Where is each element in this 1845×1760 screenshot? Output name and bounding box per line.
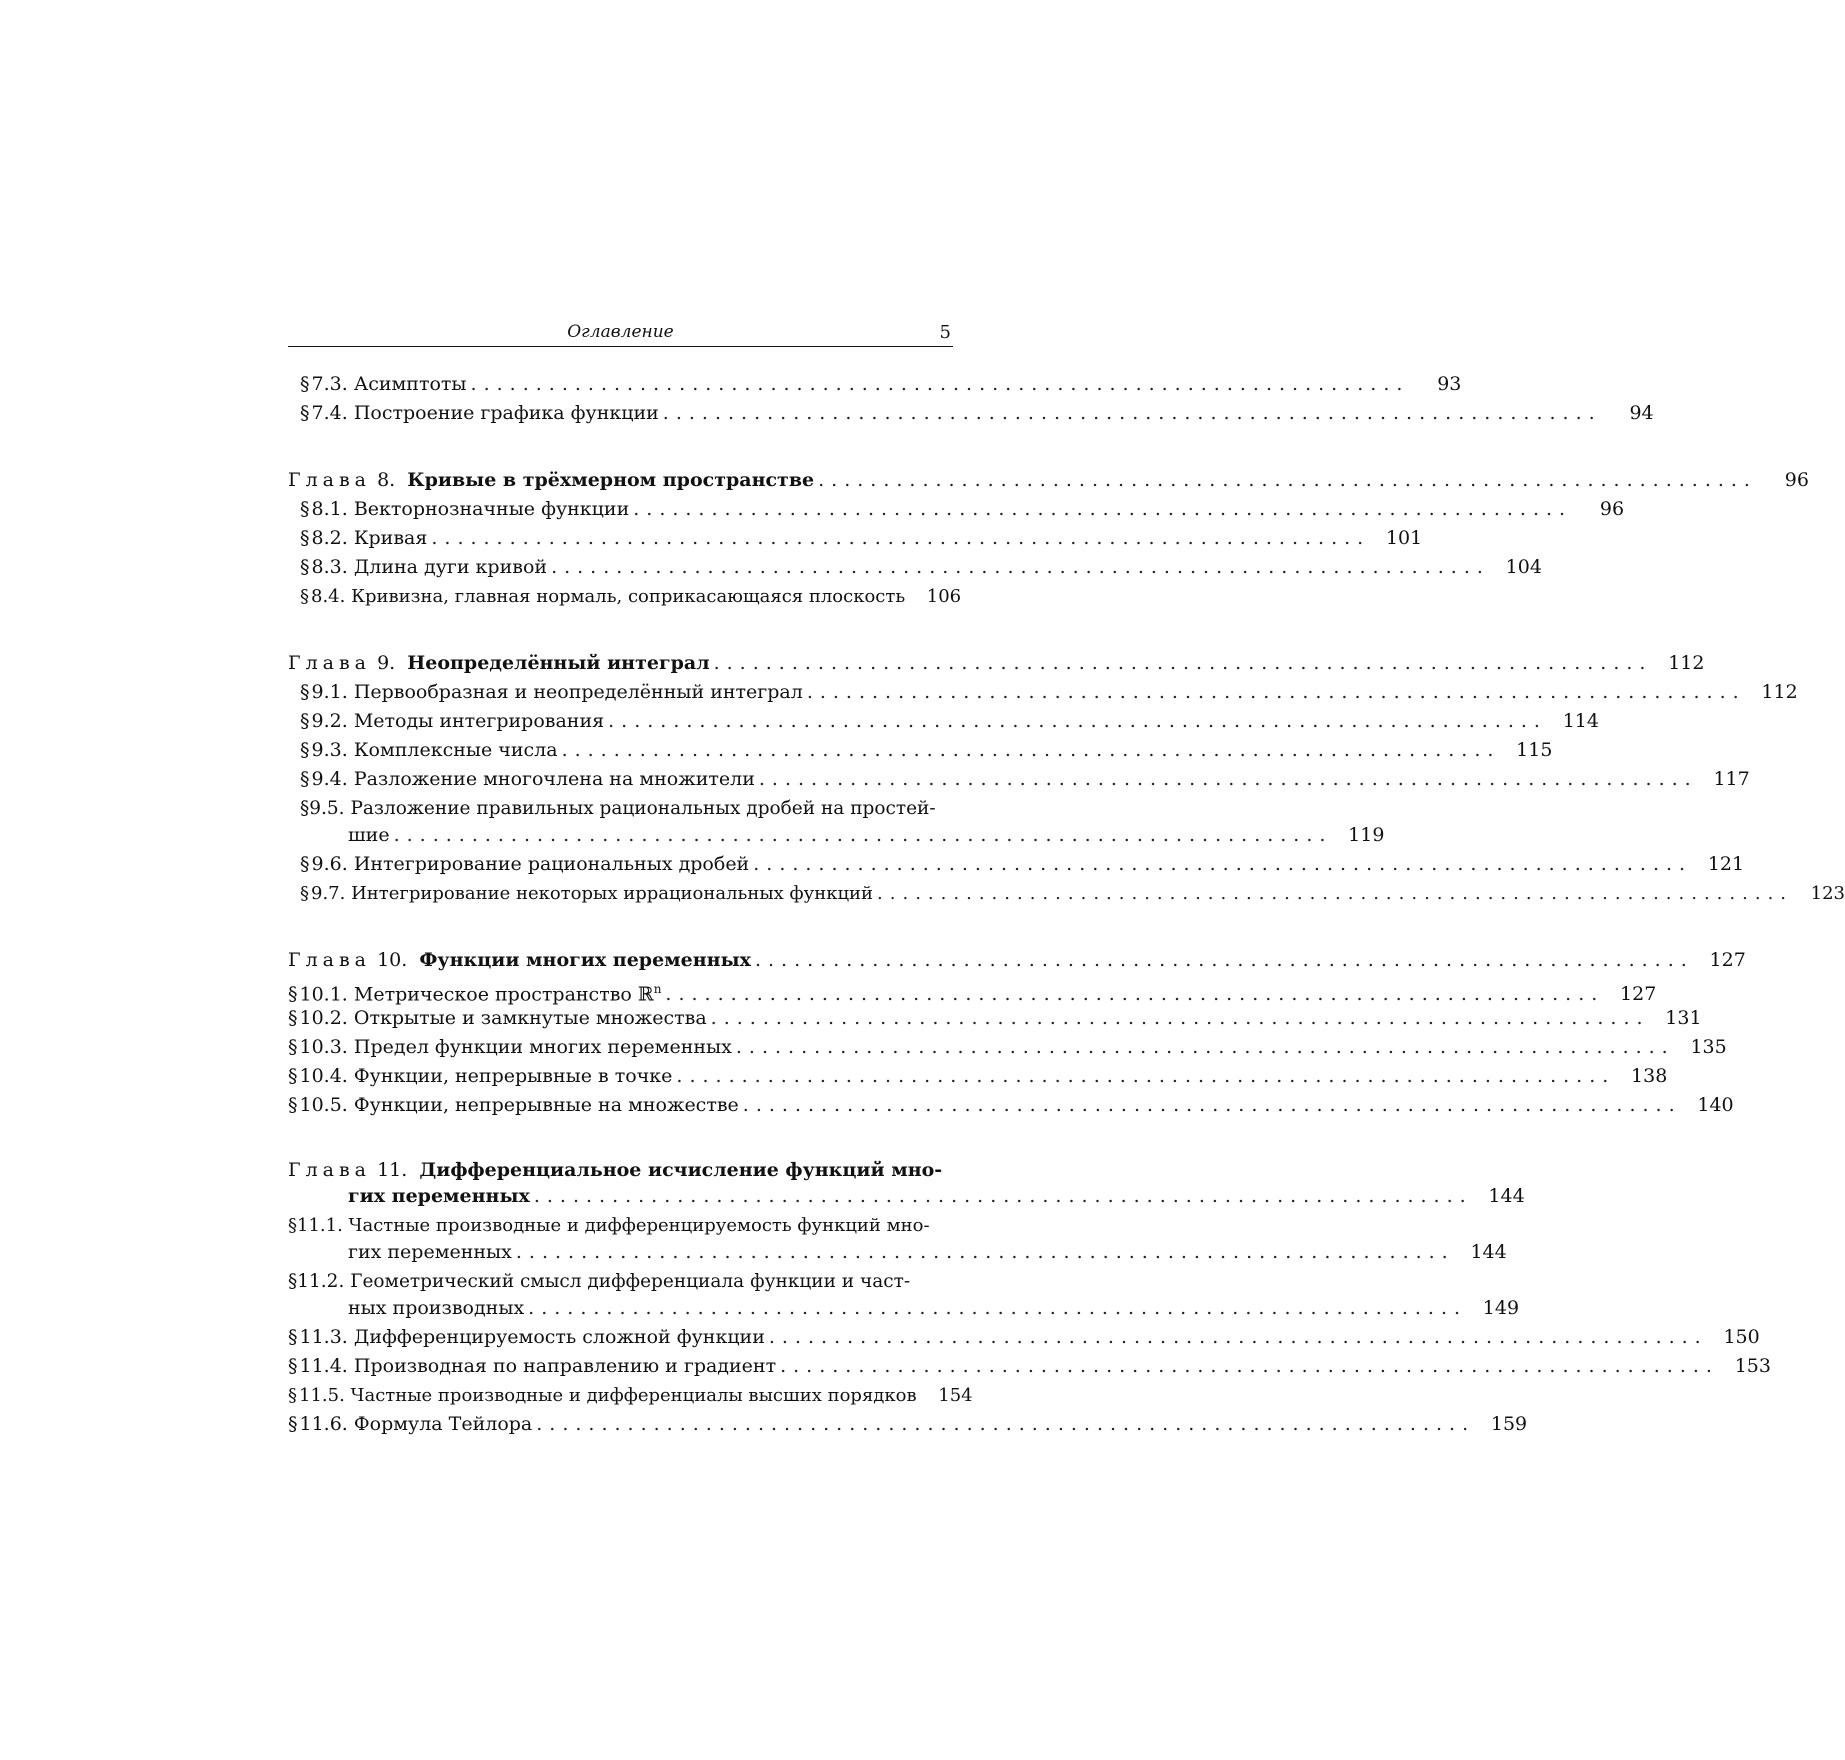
- dot-leader: ........................................................................: [431, 527, 1371, 549]
- section-title: Интегрирование некоторых иррациональных функций: [351, 883, 874, 904]
- page-number: 104: [1505, 556, 1542, 578]
- header-page-number: 5: [939, 322, 951, 343]
- dot-leader: ........................................................................: [742, 1094, 1682, 1116]
- dot-leader: ........................................................................: [608, 710, 1547, 732]
- toc-entry-10-1[interactable]: § 10.1. Метрическое пространство ℝ$^n$ ........................................................................ 127: [288, 975, 953, 1004]
- dot-leader: ........................................................................: [754, 949, 1694, 971]
- dot-leader: ........................................................................: [561, 739, 1501, 761]
- section-number: 10.1.: [299, 983, 348, 1006]
- section-title: Открытые и замкнутые множества: [353, 1007, 707, 1029]
- page-number: 93: [1437, 373, 1462, 395]
- section-number: 7.3.: [311, 373, 348, 395]
- section-number: 10.4.: [299, 1065, 348, 1087]
- dot-leader: ........................................................................: [551, 556, 1490, 578]
- section-title: Кривизна, главная нормаль, соприкасающаяся плоскость: [351, 586, 906, 607]
- toc-entry-9-6[interactable]: § 9.6. Интегрирование рациональных дробей ........................................................................ 121: [288, 850, 953, 879]
- section-number: 9.6.: [311, 853, 348, 875]
- section-title: Функции, непрерывные на множестве: [353, 1094, 739, 1116]
- toc-entry-9-7[interactable]: § 9.7. Интегрирование некоторых иррациональных функций ........................................................................ 123: [288, 879, 953, 908]
- section-title: Интегрирование рациональных дробей: [353, 853, 750, 875]
- section-title: Формула Тейлора: [353, 1413, 533, 1435]
- section-title: Предел функции многих переменных: [353, 1036, 732, 1058]
- superscript-n: n: [653, 982, 662, 996]
- chapter-title: Кривые в трёхмерном пространстве: [407, 469, 815, 491]
- page-number: 150: [1723, 1326, 1760, 1348]
- section-title: Комплексные числа: [353, 739, 558, 761]
- chapter-title: Функции многих переменных: [419, 949, 751, 971]
- section-number: 10.5.: [299, 1094, 348, 1116]
- section-number: 9.3.: [311, 739, 348, 761]
- dot-leader: ........................................................................: [758, 768, 1698, 790]
- page-number: 96: [1784, 469, 1809, 491]
- section-number: 9.7.: [311, 883, 346, 904]
- section-number: 9.2.: [311, 710, 348, 732]
- section-title: Кривая: [353, 527, 428, 549]
- page-number: 144: [1470, 1241, 1507, 1263]
- section-title: Методы интегрирования: [353, 710, 605, 732]
- section-number: 10.2.: [299, 1007, 348, 1029]
- toc-entry-11-1[interactable]: §11.1. Частные производные и дифференцируемость функций мно- гих переменных ........................................................................ 144: [288, 1214, 953, 1267]
- page-number: 94: [1629, 402, 1654, 424]
- page-number: 159: [1490, 1413, 1528, 1435]
- page-number: 121: [1707, 853, 1745, 875]
- page-number: 123: [1810, 883, 1845, 904]
- page-number: 138: [1631, 1065, 1668, 1087]
- dot-leader: ........................................................................: [676, 1065, 1616, 1087]
- dot-leader: ........................................................................: [633, 498, 1573, 520]
- page-number: 117: [1713, 768, 1750, 790]
- section-number: 9.4.: [311, 768, 348, 790]
- dot-leader: ........................................................................: [768, 1326, 1708, 1348]
- dot-leader: ........................................................................: [393, 824, 1333, 846]
- chapter-word: Глава: [288, 949, 372, 971]
- page-number: 96: [1599, 498, 1625, 520]
- toc-chapter-10[interactable]: [288, 946, 1746, 975]
- toc-entry-10-5[interactable]: § 10.5. Функции, непрерывные на множестве ........................................................................ 140: [288, 1091, 953, 1120]
- section-title-line1: Разложение правильных рациональных дробей на простей-: [350, 798, 936, 819]
- dot-leader: ........................................................................: [533, 1185, 1473, 1207]
- page-number: 114: [1562, 710, 1599, 732]
- page-number: 154: [938, 1385, 973, 1406]
- section-title: Асимптоты: [353, 373, 467, 395]
- toc-entry-8-3[interactable]: § 8.3. Длина дуги кривой ........................................................................ 104: [288, 553, 953, 582]
- dot-leader: ........................................................................: [780, 1355, 1719, 1377]
- chapter-word: Глава: [288, 469, 372, 491]
- section-number: 8.4.: [311, 586, 346, 607]
- toc-entry-11-5[interactable]: § 11.5. Частные производные и дифференциалы высших порядков 154: [288, 1381, 953, 1410]
- section-number: 8.3.: [311, 556, 348, 578]
- toc-entry-10-3[interactable]: § 10.3. Предел функции многих переменных ........................................................................ 135: [288, 1033, 953, 1062]
- toc-entry-7-4[interactable]: [288, 399, 1654, 428]
- section-title: Построение графика функции: [353, 402, 659, 424]
- dot-leader: ........................................................................: [753, 853, 1693, 875]
- page-number: 112: [1668, 652, 1705, 674]
- dot-leader: ........................................................................: [470, 373, 1410, 395]
- section-title: Векторнозначные функции: [353, 498, 630, 520]
- section-sign: §: [300, 373, 310, 395]
- section-title: Длина дуги кривой: [353, 556, 548, 578]
- section-number: 8.2.: [311, 527, 348, 549]
- page-number: 127: [1709, 949, 1746, 971]
- dot-leader: ........................................................................: [528, 1297, 1468, 1319]
- section-number: 7.4.: [311, 402, 348, 424]
- dot-leader: ........................................................................: [710, 1007, 1650, 1029]
- section-number: 11.4.: [299, 1355, 348, 1377]
- dot-leader: ........................................................................: [665, 983, 1605, 1006]
- toc-entry-8-4[interactable]: § 8.4. Кривизна, главная нормаль, соприкасающаяся плоскость 106: [288, 582, 953, 611]
- section-title: Метрическое пространство ℝ: [353, 983, 654, 1006]
- toc-entry-10-2[interactable]: § 10.2. Открытые и замкнутые множества ........................................................................ 131: [288, 1004, 953, 1033]
- toc-chapter-8[interactable]: [288, 466, 1809, 495]
- running-header: [288, 322, 953, 347]
- table-of-contents: [288, 370, 1845, 1439]
- toc-entry-9-2[interactable]: § 9.2. Методы интегрирования ........................................................................ 114: [288, 707, 953, 736]
- page-number: 106: [926, 586, 962, 607]
- section-number: 9.5.: [309, 798, 345, 819]
- dot-leader: ........................................................................: [713, 652, 1653, 674]
- page-number: 127: [1620, 983, 1657, 1006]
- dot-leader: ........................................................................: [735, 1036, 1675, 1058]
- chapter-title-line1: Дифференциальное исчисление функций мно-: [419, 1159, 943, 1181]
- page-number: 119: [1348, 824, 1385, 846]
- section-title-line2: ных производных: [348, 1297, 525, 1319]
- header-title: Оглавление: [567, 322, 674, 342]
- page-number: 112: [1761, 681, 1798, 703]
- toc-entry-8-2[interactable]: § 8.2. Кривая ........................................................................ 101: [288, 524, 953, 553]
- section-title: Функции, непрерывные в точке: [353, 1065, 673, 1087]
- chapter-word: Глава: [288, 1159, 372, 1181]
- section-title: Разложение многочлена на множители: [353, 768, 755, 790]
- page-number: 140: [1697, 1094, 1734, 1116]
- dot-leader: ........................................................................: [536, 1413, 1476, 1435]
- section-number: 9.1.: [311, 681, 348, 703]
- dot-leader: ........................................................................: [515, 1241, 1455, 1263]
- toc-entry-11-3[interactable]: § 11.3. Дифференцируемость сложной функции ........................................................................ 150: [288, 1323, 953, 1352]
- section-number: 11.1.: [297, 1215, 343, 1236]
- page-number: 144: [1488, 1185, 1525, 1207]
- toc-entry-7-3[interactable]: [288, 370, 1462, 399]
- section-number: 11.2.: [297, 1271, 345, 1292]
- dot-leader: ........................................................................: [818, 469, 1757, 491]
- section-sign: §: [300, 402, 310, 424]
- page-number: 131: [1665, 1007, 1702, 1029]
- chapter-word: Глава: [288, 652, 372, 674]
- section-number: 11.5.: [299, 1385, 345, 1406]
- toc-entry-10-4[interactable]: § 10.4. Функции, непрерывные в точке ........................................................................ 138: [288, 1062, 953, 1091]
- toc-entry-11-4[interactable]: § 11.4. Производная по направлению и градиент ........................................................................ 153: [288, 1352, 953, 1381]
- toc-entry-8-1[interactable]: § 8.1. Векторнозначные функции ........................................................................ 96: [288, 495, 953, 524]
- section-title: Производная по направлению и градиент: [353, 1355, 777, 1377]
- chapter-number: 9.: [377, 652, 396, 674]
- dot-leader: ........................................................................: [662, 402, 1602, 424]
- page-number: 115: [1516, 739, 1553, 761]
- dot-leader: ........................................................................: [877, 883, 1794, 904]
- section-title-line1: Геометрический смысл дифференциала функции и част-: [350, 1271, 911, 1292]
- section-title: Частные производные и дифференциалы высших порядков: [350, 1385, 917, 1406]
- toc-entry-9-1[interactable]: § 9.1. Первообразная и неопределённый интеграл ........................................................................ 112: [288, 678, 953, 707]
- section-title-line2: шие: [348, 824, 390, 846]
- section-number: 8.1.: [311, 498, 348, 520]
- dot-leader: ........................................................................: [806, 681, 1746, 703]
- chapter-title-line2: гих переменных: [348, 1185, 530, 1207]
- page-number: 149: [1482, 1297, 1520, 1319]
- section-title: Дифференцируемость сложной функции: [353, 1326, 765, 1348]
- toc-entry-9-3[interactable]: § 9.3. Комплексные числа ........................................................................ 115: [288, 736, 953, 765]
- page-number: 153: [1734, 1355, 1771, 1377]
- section-title-line2: гих переменных: [348, 1241, 512, 1263]
- toc-entry-11-2[interactable]: §11.2. Геометрический смысл дифференциала функции и част- ных производных ........................................................................ 149: [288, 1270, 953, 1323]
- chapter-number: 11.: [377, 1159, 408, 1181]
- toc-entry-9-4[interactable]: § 9.4. Разложение многочлена на множители ........................................................................ 117: [288, 765, 953, 794]
- section-number: 11.6.: [299, 1413, 348, 1435]
- chapter-number: 10.: [377, 949, 408, 971]
- chapter-number: 8.: [377, 469, 396, 491]
- toc-entry-11-6[interactable]: § 11.6. Формула Тейлора ........................................................................ 159: [288, 1410, 953, 1439]
- section-title-line1: Частные производные и дифференцируемость функций мно-: [348, 1215, 930, 1236]
- toc-chapter-11[interactable]: [288, 1158, 1525, 1211]
- section-number: 10.3.: [299, 1036, 348, 1058]
- section-title: Первообразная и неопределённый интеграл: [353, 681, 803, 703]
- toc-entry-9-5[interactable]: §9.5. Разложение правильных рациональных дробей на простей- шие ........................................................................ 119: [288, 797, 953, 850]
- section-number: 11.3.: [299, 1326, 348, 1348]
- toc-chapter-9[interactable]: [288, 649, 1705, 678]
- chapter-title: Неопределённый интеграл: [407, 652, 710, 674]
- page-number: 101: [1385, 527, 1423, 549]
- page-number: 135: [1690, 1036, 1727, 1058]
